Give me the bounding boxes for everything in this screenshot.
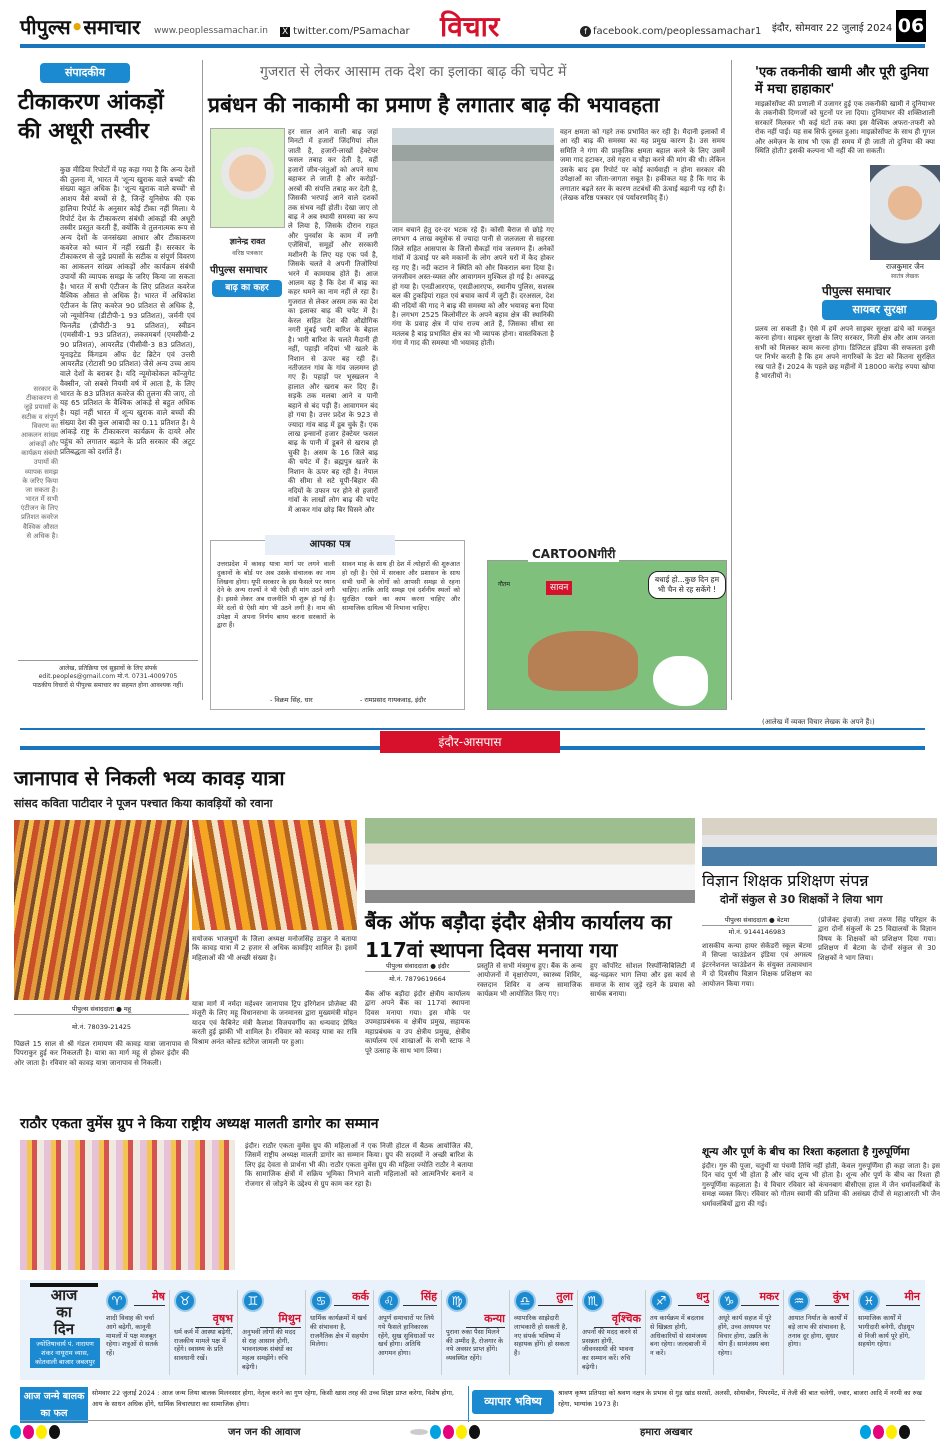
column-divider: [731, 60, 732, 700]
website-link[interactable]: www.peoplessamachar.in: [154, 26, 268, 36]
divider: [468, 1386, 469, 1422]
leo-icon: ♌: [378, 1290, 400, 1312]
letter-1: उत्तरप्रदेश में कावड़ यात्रा मार्ग पर लगने वाली दुकानों के बोर्ड पर अब उसके संचालक का नाम लिखना होगा। यूपी सरकार के इस फैसले पर ध्यान देने के अन्य राज्यों ने भी ऐसी ही मांग उठने लगी है। इससे लेकर अब राजनीति भी शुरू हो गई है। मेरे दलों से ऐसी मांग भी उठने लगी है। नाम की उपेक्षा में अपना निर्णय बाध्य करना सरकारों के द्वारा हैं।: [217, 560, 335, 630]
zodiac-scorpio[interactable]: ♏ वृश्चिक अपनों की मदद करने से प्रसन्नता होगी, जीवनसाथी की भावना का सम्मान करें। रुचि बढ़ेगी।: [578, 1290, 646, 1375]
header-rule: [20, 44, 925, 48]
magenta-dot: [23, 1425, 34, 1439]
x-icon: X: [282, 27, 289, 37]
author-photo: [210, 128, 285, 228]
bank-body-3: हुए कॉर्पोरेट सोशल रिस्पॉन्सिबिलिटी में बढ़-चढ़कर भाग लिया और इस कार्य से समाज के साथ जुड़े रहने के प्रयास को सार्थक बनाया।: [590, 962, 695, 999]
section-title: विचार: [440, 10, 500, 43]
zodiac-libra[interactable]: ♎ तुला व्यापारिक साझेदारी लाभकारी हो सकती है, नए संपर्क भविष्य में सहायक होंगे। हो सकता है।: [510, 1290, 578, 1375]
jain-headline[interactable]: शून्य और पूर्ण के बीच का रिश्ता कहलाता है गुरुपूर्णिमा: [702, 1146, 910, 1158]
letter-2: सावन माह के साथ ही देश में त्योहारों की शुरुआत हो रही है। ऐसे में सरकार और प्रशासन के साथ सभी धर्मों के लोगों को आपसी समझ से रहना चाहिए। ताकि आदि समझ एवं दर्शनीय स्थलों को सुरक्षित रखने का काम करना चाहिए और सामाजिक दायित्व भी निभाना चाहिए।: [342, 560, 460, 612]
dateline: इंदौर, सोमवार 22 जुलाई 2024: [772, 23, 893, 34]
editorial-pullquote: सरकार के टीकाकरण से जुड़े प्रयासों के सटीक व संपूर्ण विवरण का आकलन सांख्य आंकड़ों और कार्यक्रम संबंधी उपायों की व्यापक समझ के जरिए किया जा सकता है। भारत में सभी एंटीजन के लिए प्रतिशत कवरेज वैश्विक औसत से अधिक है।: [20, 385, 58, 540]
cancer-icon: ♋: [310, 1290, 332, 1312]
aquarius-icon: ♒: [788, 1290, 810, 1312]
facebook-link[interactable]: f facebook.com/peoplessamachar1: [580, 25, 761, 39]
logo[interactable]: पीपुल्स•समाचार: [20, 15, 141, 39]
zodiac-leo[interactable]: ♌ सिंह अपूर्ण समाचारों पर लिये गये फैसले हानिकारक रहेंगे, सुख सुविधाओं पर खर्च होगा। अतिथि आगमन होगा।: [374, 1290, 442, 1375]
badge-logo: पीपुल्स समाचार: [822, 284, 891, 298]
cartoon-title: CARTOONगीरी: [528, 546, 619, 562]
lead-col2: जान बचाने हेतु दर-दर भटक रहे हैं। कोसी बैराज से छोड़े गए लगभग 4 लाख क्यूसेक से ज्यादा पानी से जलजला से सहरसा जिले सहित आसपास के जिलों सैकड़ों गांव जलमग्न हैं। अनेकों गांवों में ऊंचाई पर बने मकानों के लोग अपने घरों में कैद होकर रह गए हैं। नदी कटान ने स्थिति को और विकराल बना दिया है। जनजीवन अस्त-व्यस्त और आवागमन मुश्किल हो गई है। अवरुद्ध हो गया है। एनडीआरएफ, एसडीआरएफ, स्थानीय पुलिस, सशस्त्र बल की टुकड़ियां राहत एवं बचाव कार्य में जुटी हैं। दरअसल, देश की नदियों की गाद ने बाढ़ की समस्या को और भयावह बना दिया है। लगभग 2525 किलोमीटर के अपने बहाव क्षेत्र की स्थानिकी गंगा के प्रवाह क्षेत्र में पांच राज्य आते हैं, जिसका सीधा सा मतलब है बाढ़ प्रभावित क्षेत्र का भी व्यापक होना। वास्तविकता है गंगा में गाद की समस्या भी भयावह होती।: [392, 226, 554, 348]
footer-rule: [20, 1420, 925, 1421]
zodiac-aries[interactable]: ♈ मेष शादी विवाह की चर्चा आगे बढ़ेगी, कानूनी मामलों में पक्ष मजबूत रहेगा। शत्रुओं से सतर्क रहें।: [102, 1290, 170, 1375]
logo-pin-icon: •: [70, 15, 84, 39]
right-author-title: स्वतंत्र लेखक: [891, 273, 919, 280]
kawad-phone: मो.नं. 78039-21425: [71, 1023, 132, 1031]
teachers-photo: [702, 818, 937, 866]
column-divider: [202, 60, 203, 700]
trade-text: श्रावण कृष्ण प्रतिपदा को श्रवण नक्षत्र के प्रभाव से गुड़ खांड सरसों, अलसी, सोयाबीन, पिपरमेंट, में तेजी की बात चलेगी, ज्वार, बाजरा आदि में नरमी का रुख रहेगा, भाग्यांक 1973 है।: [558, 1389, 922, 1408]
astrologer-credit: ज्योतिषाचार्य पं. नारायण शंकर नायूराम व्यास, कोतवाली बाजार जबलपुर: [30, 1338, 100, 1368]
zodiac-aquarius[interactable]: ♒ कुंभ आयात निर्यात के कार्यों में बड़े लाभ की संभावना है, तनाव दूर होगा, सुधार होगा।: [784, 1290, 854, 1375]
cartoon-tag: सावन: [546, 581, 572, 595]
cyber-badge: सायबर सुरक्षा: [822, 300, 937, 320]
science-headline[interactable]: विज्ञान शिक्षक प्रशिक्षण संपन्न: [702, 871, 869, 890]
aries-icon: ♈: [106, 1290, 128, 1312]
kawad-crowd-photo: [14, 820, 189, 1000]
rathore-headline[interactable]: राठौर एकता वुमेंस ग्रुप ने किया राष्ट्रीय अध्यक्ष मालती डागोर का सम्मान: [20, 1116, 379, 1132]
speech-bubble: बधाई हो...कुछ दिन हम भी चैन से रह सकेंगे !: [648, 571, 726, 599]
letter-2-author: - रामप्रसाद गायकवाड़, इंदौर: [360, 696, 426, 704]
badge-logo: पीपुल्स समाचार: [210, 265, 268, 276]
rathore-group-photo: [20, 1140, 235, 1270]
footer-slogan-left: जन जन की आवाज: [228, 1427, 301, 1438]
editorial-headline[interactable]: टीकाकरण आंकड़ों की अधूरी तस्वीर: [18, 90, 164, 144]
editorial-body: कुछ मीडिया रिपोर्टों में यह कहा गया है कि अन्य देशों की तुलना में, भारत में 'शून्य खुराक वाले बच्चों' की संख्या बहुत अधिक है। 'शून्य खुराक वाले बच्चों' से आशय वैसे बच्चों से है, जिन्हें यूनिसेफ की एक हालिया रिपोर्ट के अनुसार कोई टीका नहीं मिला। ये रिपोर्ट देश के टीकाकरण संबंधी आंकड़ों की अधूरी तस्वीर प्रस्तुत करती हैं, क्योंकि वे तुलनात्मक रूप से अन्य देशों के जनसंख्या आधार और टीकाकरण कवरेज को ध्यान में नहीं रखती हैं। सरकार के टीकाकरण से जुड़े प्रयासों के सटीक व संपूर्ण विवरण का आकलन सांख्य आंकड़ों और कार्यक्रम संबंधी उपायों की व्यापक समझ के जरिए किया जा सकता है। भारत में सभी एंटीजन के लिए प्रतिशत कवरेज वैश्विक औसत से अधिक है। भारत में अधिकांश एंटीजन के लिए कवरेज 90 प्रतिशत से अधिक है, जो न्यूमोनिया (डीटीपी-1 93 प्रतिशत), जर्मनी एवं फिनलैंड (डीपीटी-3 91 प्रतिशत), स्वीडन (एमसीवी-1 93 प्रतिशत), लक्जमबर्ग (एमसीवी-2 90 प्रतिशत), आयरलैंड (पीसीवी-3 83 प्रतिशत), यूनाइटेड किंगडम ऑफ ग्रेट ब्रिटेन एवं उत्तरी आयरलैंड (रोटासी 90 प्रतिशत) जैसे अन्य उच्च आय वाले देशों के बराबर है। यदि न्यूमोकोकल कॉन्जुगेट वैक्सीन, जो सबसे नियमी वर्ष में आता है, के लिए भारत के 83 प्रतिशत कवरेज की तुलना की जाए, तो यह 65 प्रतिशत के वैश्विक आंकड़े से बहुत अधिक है। यहां नहीं भारत में शून्य खुराक वाले बच्चों की संख्या देश की कुल आबादी का 0.11 प्रतिशत है। ये आंकड़े राष्ट्र के टीकाकरण कार्यक्रम के दायरे और पहुंच को लगातार बढ़ाने के प्रति सरकार की अटूट प्रतिबद्धता को दर्शाते हैं।: [60, 165, 195, 456]
kawad-leaders-photo: [192, 820, 357, 930]
bank-phone: मो.नं. 7879619664: [389, 975, 446, 983]
science-body-2: शासकीय कन्या हायर सेकेंडरी स्कूल बेटमा में सिप्ला फाउंडेशन इंडिया एवं अगस्त्य इंटरनेशनल फाउंडेशन के संयुक्त तत्वावधान में दो दिवसीय विज्ञान शिक्षक प्रशिक्षण का आयोजन किया गया।: [702, 942, 812, 988]
science-phone: मो.नं. 9144146983: [728, 928, 786, 936]
right-body-2: प्रलय ला सकती है। ऐसे में हमें अपने साइबर सुरक्षा ढांचे को मजबूत करना होगा। साइबर सुरक्षा के लिए सरकार, निजी क्षेत्र और आम जनता सभी को मिलकर काम करना होगा। डिजिटल इंडिया की सफलता इसी पर निर्भर करती है कि हम अपने नागरिकों के डेटा को कितना सुरक्षित रख पाते हैं। 2024 के पहले छह महीनों में 18000 करोड़ रुपया खोया है भारतीयों ने।: [755, 325, 935, 381]
author-title: वरिष्ठ पत्रकार: [232, 249, 263, 257]
page-number: 06: [896, 10, 926, 42]
footer-slogan-right: हमारा अखबार: [640, 1427, 693, 1438]
birth-label: आज जन्मे बालक का फल: [20, 1387, 88, 1423]
cartoonist-signature: गौतम: [498, 581, 510, 588]
trade-label: व्यापार भविष्य: [472, 1390, 554, 1414]
flood-photo: [392, 128, 554, 223]
zodiac-virgo[interactable]: ♍ कन्या पुराना रुका पैसा मिलने की उम्मीद है, रोजगार के नये अवसर प्राप्त होंगे। व्यवस्थित रहेंगे।: [442, 1290, 510, 1375]
sagittarius-icon: ♐: [650, 1290, 672, 1312]
editorial-tag: संपादकीय: [40, 63, 130, 83]
zodiac-cancer[interactable]: ♋ कर्क धार्मिक कार्यक्रमों में खर्च की संभावना है, राजनैतिक क्षेत्र में सहयोग मिलेगा।: [306, 1290, 374, 1375]
hen-illustration: [653, 656, 708, 706]
bank-photo: [365, 818, 695, 903]
science-byline: पीपुल्स संवाददाता ● बेटमा: [702, 916, 812, 926]
zodiac-taurus[interactable]: ♉ वृषभ धर्म कर्म में आस्था बढ़ेगी, राजकीय मामले पक्ष में रहेंगे। स्वास्थ्य के प्रति सावधानी रखें।: [170, 1290, 238, 1375]
science-body: (प्रोजेक्ट इंचार्ज) तथा तरुण सिंह परिहार के द्वारा दोनों संकुलों के 25 विद्यालयों के विज्ञान विषय के शिक्षकों को प्रशिक्षण दिया गया। प्रशिक्षण में बेटमा के दोनों संकुल से 30 शिक्षकों ने भाग लिया।: [818, 916, 936, 962]
lead-headline[interactable]: प्रबंधन की नाकामी का प्रमाण है लगातार बाढ़ की भयावहता: [208, 93, 660, 117]
kawad-subhead: सांसद कविता पाटीदार ने पूजन पश्चात किया कावड़ियों को रवाना: [14, 797, 273, 810]
bank-body: बैंक ऑफ बड़ौदा इंदौर क्षेत्रीय कार्यालय द्वारा अपने बैंक का 117वां स्थापना दिवस मनाया गया। इस मौके पर उपमहाप्रबंधक व क्षेत्रीय प्रमुख, सहायक महाप्रबंधक व उप क्षेत्रीय प्रमुख, क्षेत्रीय कार्यालय एवं शाखाओं के सभी स्टाफ ने पूरे उत्साह के साथ भाग लिया।: [365, 990, 470, 1055]
scorpio-icon: ♏: [582, 1290, 604, 1312]
capricorn-icon: ♑: [718, 1290, 740, 1312]
cyan-dot: [10, 1425, 21, 1439]
lead-col1: हर साल आने वाली बाढ़ जहां मिनटों में हजारों जिंदगियां लील जाती है, हजारों-लाखों हेक्टेयर फसल तबाह कर देती है, वहीं हजारों जीव-जंतुओं को अपने साथ बहाकर ले जाती है और करोड़ों-अरबों की संपत्ति तबाह कर देती है, जिसकी भरपाई आने वाले दशकों तक संभव नहीं होती। देखा जाए तो बाढ़ ने अब स्थायी समस्या का रूप ले लिया है, जिसके दौरान राहत और पुनर्वास के काम में लगी एजेंसियों, समूहों और सरकारी मशीनरी के लिए यह एक पर्व है, जिसके चलते वे अपनी तिजोरियां भरने में कामयाब होते हैं। आज आलम यह है कि देश में बाढ़ का कहर थमने का नाम नहीं ले रहा है। गुजरात से लेकर असम तक का देश का इलाका बाढ़ की चपेट में है। केरल सहित देश की औद्योगिक नगरी मुंबई भारी बारिश के बेहाल है। भारी बारिश के चलते मैदानी ही नहीं, पहाड़ी नदियां भी खतरे के निशान से ऊपर बह रही हैं। नतीजतन गांव के गांव जलमग्न हो गए हैं। पहाड़ों पर भूस्खलन ने हालात और खराब कर दिए हैं। सड़कें तक मलबा आने व पानी बहाने से बंद पड़ी हैं। आवागमन बंद हो गया है। उत्तर प्रदेश के 923 से ज्यादा गांव बाढ़ में डूब चुके हैं। एक लाख इन्सानों हजार हेक्टेयर फसल बाढ़ के पानी में डूबने से खराब हो चुकी है। असम के 16 जिले बाढ़ की चपेट में हैं। ब्रह्मपुत्र खतरे के निशान के ऊपर बह रही है। नेपाल की सीमा से सटे यूपी-बिहार की नदियों के उफान पर होने से हजारों गांवों के लाखों लोग बाढ़ की चपेट में आकर गांव छोड़ बिर घिसने और: [288, 128, 378, 514]
gemini-icon: ♊: [242, 1290, 264, 1312]
author-photo: [870, 165, 940, 260]
zodiac-pisces[interactable]: ♓ मीन सामाजिक कार्यों में भागीदारी बनेगी, दौड़धूप से निजी कार्य पूरे होंगे, सहयोग रहेगा।: [858, 1290, 920, 1349]
facebook-icon: f: [580, 26, 591, 37]
section-rule: [20, 728, 925, 730]
masthead: [0, 0, 945, 48]
registration-marks-left: [10, 1425, 62, 1442]
right-body: माइक्रोसॉफ्ट की प्रणाली में उजागर हुई एक तकनीकी खामी ने दुनियाभर के तकनीकी दिग्गजों को घुटनों पर ला दिया। दुनियाभर की शक्तिशाली सरकारें मिलकर भी कई घंटों तक क्या इस वैश्विक अफरा-तफरी को रोक नहीं पाईं। यह सब सिर्फ दुरुस्त हुआ। माइक्रोसॉफ्ट के साथ ही गूगल और अमेज़न के साथ भी एक ही समय में ही जाती तो दुनिया की क्या स्थिति होती? इसकी कल्पना भी नहीं की जा सकती।: [755, 100, 935, 156]
zodiac-sagittarius[interactable]: ♐ धनु तय कार्यक्रम में बदलाव से खिन्नता होगी, अधिकारियों से सामंजस्य बना रहेगा। जल्दबाजी में न करें।: [646, 1290, 714, 1375]
taurus-icon: ♉: [174, 1290, 196, 1312]
yellow-dot: [36, 1425, 47, 1439]
right-author-name: राजकुमार जैन: [886, 262, 924, 271]
bank-headline[interactable]: बैंक ऑफ बड़ौदा इंदौर क्षेत्रीय कार्यालय का 117वां स्थापना दिवस मनाया गया: [365, 910, 672, 962]
pisces-icon: ♓: [858, 1290, 880, 1312]
kawad-body: पिछले 15 साल से श्री गंडल रामायण की कावड़ यात्रा जानापाव से पिपराकुर हुई कर निकलती है। यात्रा का मार्ग महू से होकर इंदौर की ओर जाता है। रविवार को कावड़ यात्रा जानापाव से निकली।: [14, 1040, 189, 1067]
twitter-link[interactable]: X twitter.com/PSamachar: [282, 26, 410, 37]
registration-marks-center: [410, 1425, 482, 1442]
lead-kicker: गुजरात से लेकर आसाम तक देश का इलाका बाढ़ की चपेट में: [260, 64, 567, 80]
kawad-body-2: यात्रा मार्ग में नर्मदा महेश्वर जानापाव ट्रिप इरिगेशन प्रोजेक्ट की मंजूरी के लिए महू विधानसभा के जनमानस द्वारा मुख्यमंत्री मोहन यादव एवं कैबिनेट मंत्री कैलाश विजयवर्गीय का धन्यवाद प्रेषित करती हुई झांकी भी शामिल है। रविवार को कावड़ यात्रा का रात्रि विश्राम अनंत कोल्ड स्टोरेज जामली पर हुआ।: [192, 1000, 357, 1046]
zodiac-gemini[interactable]: ♊ मिथुन अनुभवी लोगों की मदद से राह आसान होगी, भावनात्मक संबंधों का महत्व समझेंगे। रुचि बढ़ेगी।: [238, 1290, 306, 1375]
letter-1-author: - विक्रम सिंह, धार: [270, 696, 313, 704]
science-subhead: दोनों संकुल से 30 शिक्षकों ने लिया भाग: [720, 893, 883, 906]
flood-badge: बाढ़ का कहर: [212, 280, 282, 297]
author-name: ज्ञानेन्द्र रावत: [229, 237, 266, 246]
section-banner: इंदौर-आसपास: [380, 731, 560, 753]
black-dot: [49, 1425, 60, 1439]
bank-body-2: प्रस्तुति से सभी मंत्रमुग्ध हुए। बैंक के अन्य आयोजनों में वृक्षारोपण, स्वास्थ्य शिविर, रक्तदान शिविर व अन्य सामाजिक कार्यक्रम भी आयोजित किए गए।: [477, 962, 582, 999]
libra-icon: ♎: [514, 1290, 536, 1312]
contact-email[interactable]: edit.peoples@gmail.com मो.नं. 0731-4009705: [38, 673, 178, 681]
cartoon-panel: [487, 560, 727, 710]
kawad-byline: पीपुल्स संवाददाता ● महू: [14, 1005, 189, 1015]
virgo-icon: ♍: [446, 1290, 468, 1312]
right-closing: (आलेख में व्यक्त विचार लेखक के अपने हैं।): [762, 718, 875, 726]
zodiac-capricorn[interactable]: ♑ मकर अधूरे कार्य सहज में पूरे होंगे, उच्च अध्ययन पर विचार होगा, उन्नति के योग हैं। सामंजस्य बना रहेगा।: [714, 1290, 784, 1375]
lead-col3: वहन क्षमता को गहरे तक प्रभावित कर रही है। मैदानी इलाकों में आ रही बाढ़ की समस्या का यह प्रमुख कारण है। उस समय समिति ने गंगा की प्राकृतिक क्षमता बहाल करने के लिए उसमें जमा गाद हटाकर, उसे गहरा व चौड़ा करने की मांग की थी। लेकिन उसके बाद इस रिपोर्ट पर कोई कार्यवाही न होना सरकार की उपेक्षाओं का जीता-जागता सबूत है। हकीकत यह है कि गाद के लगातार बढ़ते स्तर के कारण तटबंधों की ऊंचाई बढ़ानी पड़ रही है। (लेखक वरिष्ठ पत्रकार एवं पर्यावरणविद् हैं।): [560, 128, 725, 203]
letters-title: आपका पत्र: [265, 535, 395, 555]
right-headline[interactable]: 'एक तकनीकी खामी और पूरी दुनिया में मचा हाहाकार': [755, 65, 929, 97]
kawad-headline[interactable]: जानापाव से निकली भव्य कावड़ यात्रा: [14, 766, 285, 790]
goat-illustration: [528, 631, 638, 691]
birth-text: सोमवार 22 जुलाई 2024 : आज जन्म लिया बालक मिलनसार होगा, नेतृत्व करने का गुण रहेगा, किसी खास तरह की उच्च शिक्षा प्राप्त करेगा, विशेष होगा, आय के साधन अधिक होंगे, धार्मिक विचारधारा का सामाजिक होगा।: [92, 1389, 454, 1408]
rathore-body: इंदौर। राठौर एकता वुमेंस ग्रुप की महिलाओं ने एक निजी होटल में बैठक आयोजित की, जिसमें राष्ट्रीय अध्यक्ष मालती डागोर का सम्मान किया। ग्रुप की सदस्यों ने अच्छी बारिश के लिए इंद्र देवता से प्रार्थना भी की। राठौर एकता वुमेंस ग्रुप की महिला ज्योति राठौर ने बताया कि सामाजिक क्षेत्रों में सक्रिय भूमिका निभाने वाली महिलाओं को आत्मनिर्भर बनाने व रोजगार से जोड़ने के उद्देश्य से ग्रुप काम कर रहा है।: [245, 1142, 473, 1188]
bank-byline: पीपुल्स संवाददाता ● इंदौर: [365, 962, 470, 972]
registration-marks-right: [860, 1425, 912, 1442]
jain-body: इंदौर। गुरु की पूजा, चतुर्थी या पंचमी तिथि नहीं होती, केवल गुरुपूर्णिमा ही कहा जाता है। इस दिन चांद पूर्ण भी होता है और चांद शून्य भी होता है। शून्य और पूर्ण के बीच का रिश्ता ही गुरुपूर्णिमा कहलाता है। ये विचार रविवार को कंचनबाग बीसीएस हाल में जैन धर्मावलंबियों के समक्ष व्यक्त किए। रविवार को गौतम स्वामी की प्रतिमा की असंख्य दीपों से महाआरती भी जैन धर्मावलंबियों द्वारा की गई।: [702, 1162, 940, 1208]
horoscope-title: आज का दिन: [30, 1283, 98, 1338]
editorial-footer: आलेख, प्रतिक्रिया एवं सुझावों के लिए संपर्क edit.peoples@gmail.com मो.नं. 0731-4009705 पाठकीय विचारों से पीपुल्स समाचार का सहमत होना आवश्यक नहीं।: [18, 660, 198, 690]
kawad-caption: सयोजक भाजयुमो के जिला अध्यक्ष मनोजसिंह ठाकुर ने बताया कि कावड़ यात्रा में 2 हजार से अधिक कावड़िए शामिल हैं। इसमें महिलाओं की भी अच्छी संख्या है।: [192, 935, 357, 962]
